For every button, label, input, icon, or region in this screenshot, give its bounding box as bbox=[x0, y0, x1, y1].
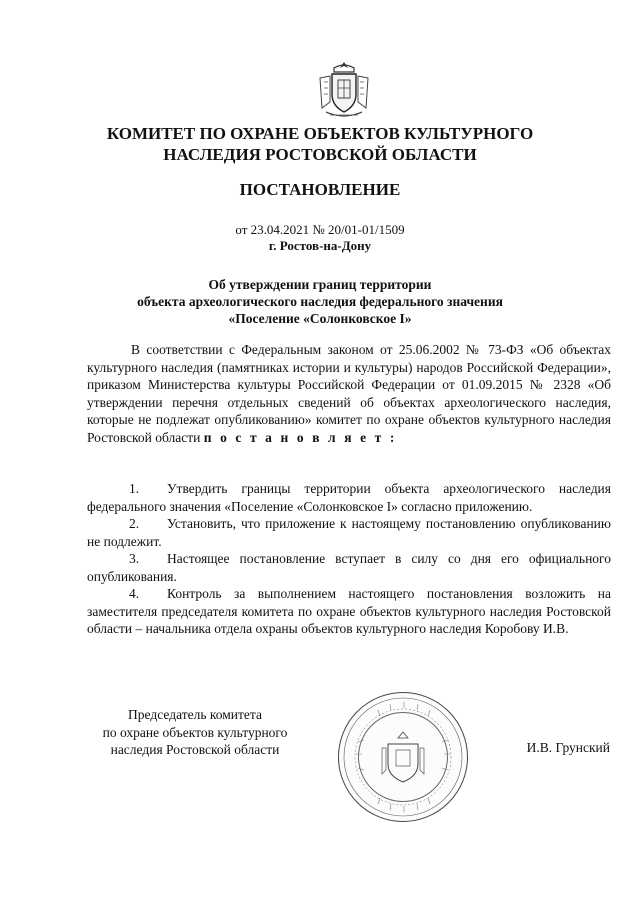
signatory-title-line3: наследия Ростовской области bbox=[110, 742, 280, 757]
item-number: 3. bbox=[129, 551, 140, 566]
signatory-title-line2: по охране объектов культурного bbox=[102, 724, 288, 740]
item-text: Настоящее постановление вступает в силу со дня его официального опубликования. bbox=[87, 551, 611, 584]
coat-of-arms-icon bbox=[312, 58, 376, 122]
subject-line1: Об утверждении границ территории bbox=[208, 277, 432, 292]
date-number: от 23.04.2021 № 20/01-01/1509 bbox=[235, 222, 405, 237]
official-seal-icon bbox=[338, 692, 468, 822]
item-text: Контроль за выполнением настоящего постановления возложить на заместителя председателя комитета по охране объектов культурного наследия Ростовской области – начальника отдела охраны объектов культурного наследия Коробову И.В. bbox=[87, 586, 611, 636]
resolution-item bbox=[87, 480, 611, 515]
signatory-title bbox=[80, 706, 310, 759]
subject-line3: «Поселение «Солонковское I» bbox=[228, 311, 412, 326]
item-text: Утвердить границы территории объекта археологического наследия федерального значения «Поселение «Солонковское I» согласно приложению. bbox=[87, 481, 611, 514]
preamble-paragraph bbox=[87, 341, 611, 446]
organization-name bbox=[0, 123, 640, 165]
item-text: Установить, что приложение к настоящему постановлению опубликованию не подлежит. bbox=[87, 516, 611, 549]
city: г. Ростов-на-Дону bbox=[268, 238, 372, 253]
item-number: 1. bbox=[129, 481, 140, 496]
resolution-item bbox=[87, 585, 611, 638]
signatory-name: И.В. Грунский bbox=[526, 740, 610, 755]
resolves-text: п о с т а н о в л я е т : bbox=[203, 429, 397, 445]
resolution-item bbox=[87, 550, 611, 585]
item-number: 4. bbox=[129, 586, 140, 601]
document-type: ПОСТАНОВЛЕНИЕ bbox=[239, 180, 401, 199]
resolution-items bbox=[87, 480, 611, 638]
preamble-text: В соответствии с Федеральным законом от 25.06.2002 № 73-ФЗ «Об объектах культурного наследия (памятниках истории и культуры) народов Российской Федерации», приказом Министерства культуры Российской Федерации от 01.09.2015 № 2328 «Об утверждении перечня отдельных сведений об объектах археологического наследия, которые не подлежат опубликованию» комитет по охране объектов культурного наследия Ростовской области bbox=[87, 342, 611, 445]
signatory-title-line1: Председатель комитета bbox=[128, 707, 262, 722]
organization-line1: КОМИТЕТ ПО ОХРАНЕ ОБЪЕКТОВ КУЛЬТУРНОГО bbox=[106, 124, 534, 143]
organization-line2: НАСЛЕДИЯ РОСТОВСКОЙ ОБЛАСТИ bbox=[163, 145, 477, 164]
item-number: 2. bbox=[129, 516, 140, 531]
resolution-item bbox=[87, 515, 611, 550]
document-subject bbox=[60, 276, 580, 327]
subject-line2: объекта археологического наследия федерального значения bbox=[137, 294, 503, 309]
